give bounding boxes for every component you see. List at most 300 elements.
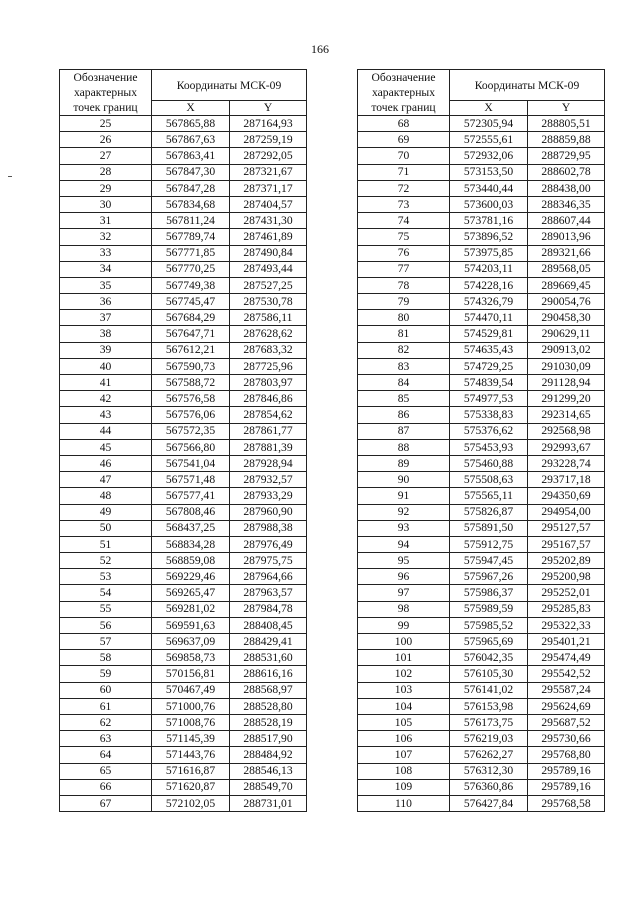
x-coordinate-cell: 572932,06 <box>450 148 528 164</box>
x-coordinate-cell: 567566,80 <box>152 439 230 455</box>
point-number-cell: 36 <box>60 294 152 310</box>
x-coordinate-cell: 574470,11 <box>450 310 528 326</box>
y-coordinate-cell: 290913,02 <box>528 342 605 358</box>
point-number-cell: 72 <box>358 180 450 196</box>
point-number-cell: 43 <box>60 407 152 423</box>
table-row <box>60 779 307 795</box>
table-row <box>358 342 605 358</box>
x-coordinate-cell: 575989,59 <box>450 601 528 617</box>
x-coordinate-cell: 567811,24 <box>152 213 230 229</box>
point-number-cell: 41 <box>60 375 152 391</box>
point-number-cell: 85 <box>358 391 450 407</box>
point-number-cell: 109 <box>358 779 450 795</box>
x-coordinate-cell: 567749,38 <box>152 277 230 293</box>
table-row <box>358 326 605 342</box>
point-number-cell: 52 <box>60 553 152 569</box>
y-coordinate-cell: 287984,78 <box>230 601 307 617</box>
table-row <box>358 358 605 374</box>
table-row <box>358 132 605 148</box>
point-number-cell: 49 <box>60 504 152 520</box>
x-coordinate-cell: 573153,50 <box>450 164 528 180</box>
x-coordinate-cell: 575508,63 <box>450 472 528 488</box>
x-coordinate-cell: 567865,88 <box>152 116 230 132</box>
table-row <box>60 245 307 261</box>
point-number-cell: 69 <box>358 132 450 148</box>
y-coordinate-cell: 289669,45 <box>528 277 605 293</box>
y-coordinate-cell: 287803,97 <box>230 375 307 391</box>
x-coordinate-cell: 567745,47 <box>152 294 230 310</box>
x-coordinate-cell: 567770,25 <box>152 261 230 277</box>
x-coordinate-cell: 573781,16 <box>450 213 528 229</box>
point-number-cell: 37 <box>60 310 152 326</box>
point-number-cell: 75 <box>358 229 450 245</box>
point-number-cell: 79 <box>358 294 450 310</box>
table-row <box>358 634 605 650</box>
x-coordinate-cell: 569858,73 <box>152 650 230 666</box>
y-coordinate-cell: 288859,88 <box>528 132 605 148</box>
point-number-cell: 45 <box>60 439 152 455</box>
table-row <box>60 455 307 471</box>
x-coordinate-cell: 574729,25 <box>450 358 528 374</box>
table-row <box>60 213 307 229</box>
x-coordinate-cell: 567571,48 <box>152 472 230 488</box>
point-number-cell: 71 <box>358 164 450 180</box>
table-row <box>60 310 307 326</box>
x-coordinate-cell: 573600,03 <box>450 196 528 212</box>
table-row <box>60 795 307 811</box>
point-number-cell: 80 <box>358 310 450 326</box>
point-number-cell: 33 <box>60 245 152 261</box>
x-coordinate-cell: 575986,37 <box>450 585 528 601</box>
x-coordinate-cell: 568859,08 <box>152 553 230 569</box>
y-coordinate-cell: 288528,80 <box>230 698 307 714</box>
y-coordinate-cell: 291299,20 <box>528 391 605 407</box>
x-coordinate-cell: 576312,30 <box>450 763 528 779</box>
point-number-cell: 78 <box>358 277 450 293</box>
table-row <box>60 504 307 520</box>
point-number-cell: 82 <box>358 342 450 358</box>
y-coordinate-cell: 287861,77 <box>230 423 307 439</box>
table-row <box>358 455 605 471</box>
y-coordinate-cell: 288805,51 <box>528 116 605 132</box>
table-row <box>60 326 307 342</box>
y-coordinate-cell: 288602,78 <box>528 164 605 180</box>
x-coordinate-cell: 569281,02 <box>152 601 230 617</box>
table-row <box>60 536 307 552</box>
point-number-cell: 96 <box>358 569 450 585</box>
x-coordinate-cell: 574326,79 <box>450 294 528 310</box>
x-coordinate-cell: 567684,29 <box>152 310 230 326</box>
table-row <box>60 747 307 763</box>
y-coordinate-cell: 287963,57 <box>230 585 307 601</box>
point-number-cell: 63 <box>60 731 152 747</box>
y-coordinate-cell: 287431,30 <box>230 213 307 229</box>
table-row <box>60 650 307 666</box>
table-row <box>60 601 307 617</box>
point-number-cell: 48 <box>60 488 152 504</box>
point-number-cell: 40 <box>60 358 152 374</box>
table-row <box>60 261 307 277</box>
point-number-cell: 32 <box>60 229 152 245</box>
table-row <box>358 245 605 261</box>
point-number-cell: 42 <box>60 391 152 407</box>
y-coordinate-cell: 291030,09 <box>528 358 605 374</box>
point-number-cell: 65 <box>60 763 152 779</box>
x-coordinate-cell: 567572,35 <box>152 423 230 439</box>
x-coordinate-cell: 571145,39 <box>152 731 230 747</box>
y-coordinate-cell: 293228,74 <box>528 455 605 471</box>
table-row <box>60 472 307 488</box>
point-number-cell: 56 <box>60 617 152 633</box>
y-coordinate-cell: 287846,86 <box>230 391 307 407</box>
y-coordinate-cell: 290629,11 <box>528 326 605 342</box>
table-row <box>60 698 307 714</box>
point-number-cell: 97 <box>358 585 450 601</box>
y-coordinate-cell: 290054,76 <box>528 294 605 310</box>
x-coordinate-cell: 572305,94 <box>450 116 528 132</box>
y-coordinate-cell: 288546,13 <box>230 763 307 779</box>
y-coordinate-cell: 288346,35 <box>528 196 605 212</box>
table-row <box>60 731 307 747</box>
x-coordinate-cell: 575826,87 <box>450 504 528 520</box>
point-number-cell: 51 <box>60 536 152 552</box>
y-coordinate-cell: 293717,18 <box>528 472 605 488</box>
table-row <box>60 277 307 293</box>
point-number-cell: 50 <box>60 520 152 536</box>
x-coordinate-cell: 567847,30 <box>152 164 230 180</box>
x-coordinate-cell: 576141,02 <box>450 682 528 698</box>
y-coordinate-cell: 287932,57 <box>230 472 307 488</box>
y-coordinate-cell: 287881,39 <box>230 439 307 455</box>
point-number-cell: 87 <box>358 423 450 439</box>
x-coordinate-cell: 567612,21 <box>152 342 230 358</box>
y-coordinate-cell: 295202,89 <box>528 553 605 569</box>
x-column-header: X <box>450 101 528 116</box>
scan-mark <box>8 176 12 177</box>
point-number-cell: 53 <box>60 569 152 585</box>
table-row <box>358 164 605 180</box>
x-coordinate-cell: 575967,26 <box>450 569 528 585</box>
y-coordinate-cell: 289321,66 <box>528 245 605 261</box>
point-number-cell: 31 <box>60 213 152 229</box>
point-number-cell: 35 <box>60 277 152 293</box>
table-row <box>358 213 605 229</box>
point-number-cell: 57 <box>60 634 152 650</box>
y-coordinate-cell: 295474,49 <box>528 650 605 666</box>
point-number-cell: 46 <box>60 455 152 471</box>
x-coordinate-cell: 572555,61 <box>450 132 528 148</box>
point-number-cell: 39 <box>60 342 152 358</box>
table-row <box>60 196 307 212</box>
coordinates-table-right <box>357 69 605 812</box>
x-coordinate-cell: 574839,54 <box>450 375 528 391</box>
y-coordinate-cell: 295730,66 <box>528 731 605 747</box>
x-coordinate-cell: 574228,16 <box>450 277 528 293</box>
y-coordinate-cell: 288616,16 <box>230 666 307 682</box>
table-row <box>358 585 605 601</box>
table-body-left <box>60 116 307 812</box>
point-number-cell: 104 <box>358 698 450 714</box>
x-coordinate-cell: 571616,87 <box>152 763 230 779</box>
point-number-cell: 38 <box>60 326 152 342</box>
table-row <box>358 747 605 763</box>
point-number-cell: 95 <box>358 553 450 569</box>
table-row <box>358 536 605 552</box>
y-coordinate-cell: 287854,62 <box>230 407 307 423</box>
x-coordinate-cell: 569591,63 <box>152 617 230 633</box>
table-row <box>60 617 307 633</box>
x-coordinate-cell: 575965,69 <box>450 634 528 650</box>
table-row <box>358 148 605 164</box>
y-coordinate-cell: 287461,89 <box>230 229 307 245</box>
table-row <box>60 569 307 585</box>
coordinates-header: Координаты МСК-09 <box>152 70 307 101</box>
x-coordinate-cell: 576153,98 <box>450 698 528 714</box>
table-row <box>358 261 605 277</box>
y-coordinate-cell: 287586,11 <box>230 310 307 326</box>
point-number-cell: 105 <box>358 714 450 730</box>
table-row <box>358 698 605 714</box>
x-coordinate-cell: 576173,75 <box>450 714 528 730</box>
y-column-header: Y <box>528 101 605 116</box>
point-number-cell: 29 <box>60 180 152 196</box>
point-number-cell: 55 <box>60 601 152 617</box>
point-number-cell: 94 <box>358 536 450 552</box>
point-number-cell: 90 <box>358 472 450 488</box>
table-row <box>358 504 605 520</box>
point-number-cell: 83 <box>358 358 450 374</box>
point-number-cell: 89 <box>358 455 450 471</box>
x-coordinate-cell: 567576,58 <box>152 391 230 407</box>
point-number-cell: 61 <box>60 698 152 714</box>
table-row <box>358 553 605 569</box>
y-coordinate-cell: 289013,96 <box>528 229 605 245</box>
point-number-cell: 62 <box>60 714 152 730</box>
designation-header: Обозначение характерных точек границ <box>60 70 152 116</box>
y-coordinate-cell: 287371,17 <box>230 180 307 196</box>
table-row <box>358 666 605 682</box>
table-row <box>60 666 307 682</box>
y-coordinate-cell: 287628,62 <box>230 326 307 342</box>
y-coordinate-cell: 287960,90 <box>230 504 307 520</box>
x-coordinate-cell: 567588,72 <box>152 375 230 391</box>
table-row <box>60 585 307 601</box>
y-coordinate-cell: 287976,49 <box>230 536 307 552</box>
table-row <box>358 277 605 293</box>
table-row <box>358 779 605 795</box>
point-number-cell: 28 <box>60 164 152 180</box>
y-coordinate-cell: 294954,00 <box>528 504 605 520</box>
y-coordinate-cell: 292568,98 <box>528 423 605 439</box>
table-row <box>358 196 605 212</box>
y-coordinate-cell: 287928,94 <box>230 455 307 471</box>
point-number-cell: 70 <box>358 148 450 164</box>
x-coordinate-cell: 576427,84 <box>450 795 528 811</box>
x-coordinate-cell: 567863,41 <box>152 148 230 164</box>
table-row <box>358 472 605 488</box>
point-number-cell: 74 <box>358 213 450 229</box>
point-number-cell: 99 <box>358 617 450 633</box>
table-row <box>60 294 307 310</box>
table-row <box>60 714 307 730</box>
x-coordinate-cell: 567576,06 <box>152 407 230 423</box>
x-column-header: X <box>152 101 230 116</box>
table-row <box>358 795 605 811</box>
x-coordinate-cell: 575985,52 <box>450 617 528 633</box>
table-row <box>60 520 307 536</box>
table-row <box>358 569 605 585</box>
y-coordinate-cell: 288607,44 <box>528 213 605 229</box>
y-coordinate-cell: 295768,80 <box>528 747 605 763</box>
y-coordinate-cell: 287975,75 <box>230 553 307 569</box>
table-row <box>60 682 307 698</box>
designation-header: Обозначение характерных точек границ <box>358 70 450 116</box>
y-coordinate-cell: 288549,70 <box>230 779 307 795</box>
y-coordinate-cell: 287292,05 <box>230 148 307 164</box>
table-row <box>358 180 605 196</box>
x-coordinate-cell: 569265,47 <box>152 585 230 601</box>
table-row <box>358 714 605 730</box>
x-coordinate-cell: 567847,28 <box>152 180 230 196</box>
point-number-cell: 98 <box>358 601 450 617</box>
point-number-cell: 67 <box>60 795 152 811</box>
table-row <box>358 407 605 423</box>
y-coordinate-cell: 295322,33 <box>528 617 605 633</box>
point-number-cell: 101 <box>358 650 450 666</box>
table-row <box>60 375 307 391</box>
y-coordinate-cell: 288731,01 <box>230 795 307 811</box>
y-coordinate-cell: 287493,44 <box>230 261 307 277</box>
table-row <box>358 763 605 779</box>
y-coordinate-cell: 288568,97 <box>230 682 307 698</box>
y-coordinate-cell: 295167,57 <box>528 536 605 552</box>
point-number-cell: 86 <box>358 407 450 423</box>
page-number: 166 <box>311 42 329 56</box>
x-coordinate-cell: 569229,46 <box>152 569 230 585</box>
x-coordinate-cell: 568834,28 <box>152 536 230 552</box>
table-row <box>60 358 307 374</box>
x-coordinate-cell: 575376,62 <box>450 423 528 439</box>
table-row <box>358 116 605 132</box>
point-number-cell: 54 <box>60 585 152 601</box>
table-row <box>60 180 307 196</box>
y-coordinate-cell: 295285,83 <box>528 601 605 617</box>
x-coordinate-cell: 568437,25 <box>152 520 230 536</box>
y-coordinate-cell: 287490,84 <box>230 245 307 261</box>
table-row <box>358 439 605 455</box>
x-coordinate-cell: 576042,35 <box>450 650 528 666</box>
point-number-cell: 77 <box>358 261 450 277</box>
table-row <box>358 601 605 617</box>
y-coordinate-cell: 292314,65 <box>528 407 605 423</box>
y-coordinate-cell: 288438,00 <box>528 180 605 196</box>
table-row <box>60 116 307 132</box>
y-coordinate-cell: 287259,19 <box>230 132 307 148</box>
table-row <box>358 731 605 747</box>
y-coordinate-cell: 294350,69 <box>528 488 605 504</box>
x-coordinate-cell: 567590,73 <box>152 358 230 374</box>
x-coordinate-cell: 567789,74 <box>152 229 230 245</box>
x-coordinate-cell: 571620,87 <box>152 779 230 795</box>
point-number-cell: 58 <box>60 650 152 666</box>
y-coordinate-cell: 287404,57 <box>230 196 307 212</box>
table-row <box>358 391 605 407</box>
x-coordinate-cell: 575460,88 <box>450 455 528 471</box>
table-row <box>60 439 307 455</box>
point-number-cell: 92 <box>358 504 450 520</box>
table-row <box>358 310 605 326</box>
y-column-header: Y <box>230 101 307 116</box>
x-coordinate-cell: 573440,44 <box>450 180 528 196</box>
point-number-cell: 110 <box>358 795 450 811</box>
x-coordinate-cell: 570156,81 <box>152 666 230 682</box>
x-coordinate-cell: 567771,85 <box>152 245 230 261</box>
table-row <box>358 229 605 245</box>
table-row <box>60 164 307 180</box>
y-coordinate-cell: 292993,67 <box>528 439 605 455</box>
table-row <box>358 682 605 698</box>
point-number-cell: 68 <box>358 116 450 132</box>
point-number-cell: 88 <box>358 439 450 455</box>
x-coordinate-cell: 571008,76 <box>152 714 230 730</box>
y-coordinate-cell: 288429,41 <box>230 634 307 650</box>
y-coordinate-cell: 287933,29 <box>230 488 307 504</box>
point-number-cell: 47 <box>60 472 152 488</box>
y-coordinate-cell: 288408,45 <box>230 617 307 633</box>
y-coordinate-cell: 287683,32 <box>230 342 307 358</box>
x-coordinate-cell: 571443,76 <box>152 747 230 763</box>
point-number-cell: 103 <box>358 682 450 698</box>
x-coordinate-cell: 567647,71 <box>152 326 230 342</box>
point-number-cell: 26 <box>60 132 152 148</box>
y-coordinate-cell: 289568,05 <box>528 261 605 277</box>
point-number-cell: 60 <box>60 682 152 698</box>
y-coordinate-cell: 295401,21 <box>528 634 605 650</box>
y-coordinate-cell: 287164,93 <box>230 116 307 132</box>
x-coordinate-cell: 575338,83 <box>450 407 528 423</box>
x-coordinate-cell: 575891,50 <box>450 520 528 536</box>
point-number-cell: 106 <box>358 731 450 747</box>
y-coordinate-cell: 295587,24 <box>528 682 605 698</box>
point-number-cell: 107 <box>358 747 450 763</box>
x-coordinate-cell: 567867,63 <box>152 132 230 148</box>
y-coordinate-cell: 287725,96 <box>230 358 307 374</box>
point-number-cell: 76 <box>358 245 450 261</box>
x-coordinate-cell: 570467,49 <box>152 682 230 698</box>
point-number-cell: 44 <box>60 423 152 439</box>
y-coordinate-cell: 295252,01 <box>528 585 605 601</box>
coordinates-table-left <box>59 69 307 812</box>
y-coordinate-cell: 287530,78 <box>230 294 307 310</box>
point-number-cell: 81 <box>358 326 450 342</box>
table-row <box>358 294 605 310</box>
y-coordinate-cell: 288531,60 <box>230 650 307 666</box>
x-coordinate-cell: 576105,30 <box>450 666 528 682</box>
table-row <box>358 650 605 666</box>
point-number-cell: 73 <box>358 196 450 212</box>
table-row <box>60 488 307 504</box>
x-coordinate-cell: 575565,11 <box>450 488 528 504</box>
table-row <box>358 375 605 391</box>
table-row <box>60 148 307 164</box>
point-number-cell: 27 <box>60 148 152 164</box>
y-coordinate-cell: 290458,30 <box>528 310 605 326</box>
y-coordinate-cell: 288517,90 <box>230 731 307 747</box>
table-body-right <box>358 116 605 812</box>
point-number-cell: 64 <box>60 747 152 763</box>
point-number-cell: 59 <box>60 666 152 682</box>
x-coordinate-cell: 573975,85 <box>450 245 528 261</box>
